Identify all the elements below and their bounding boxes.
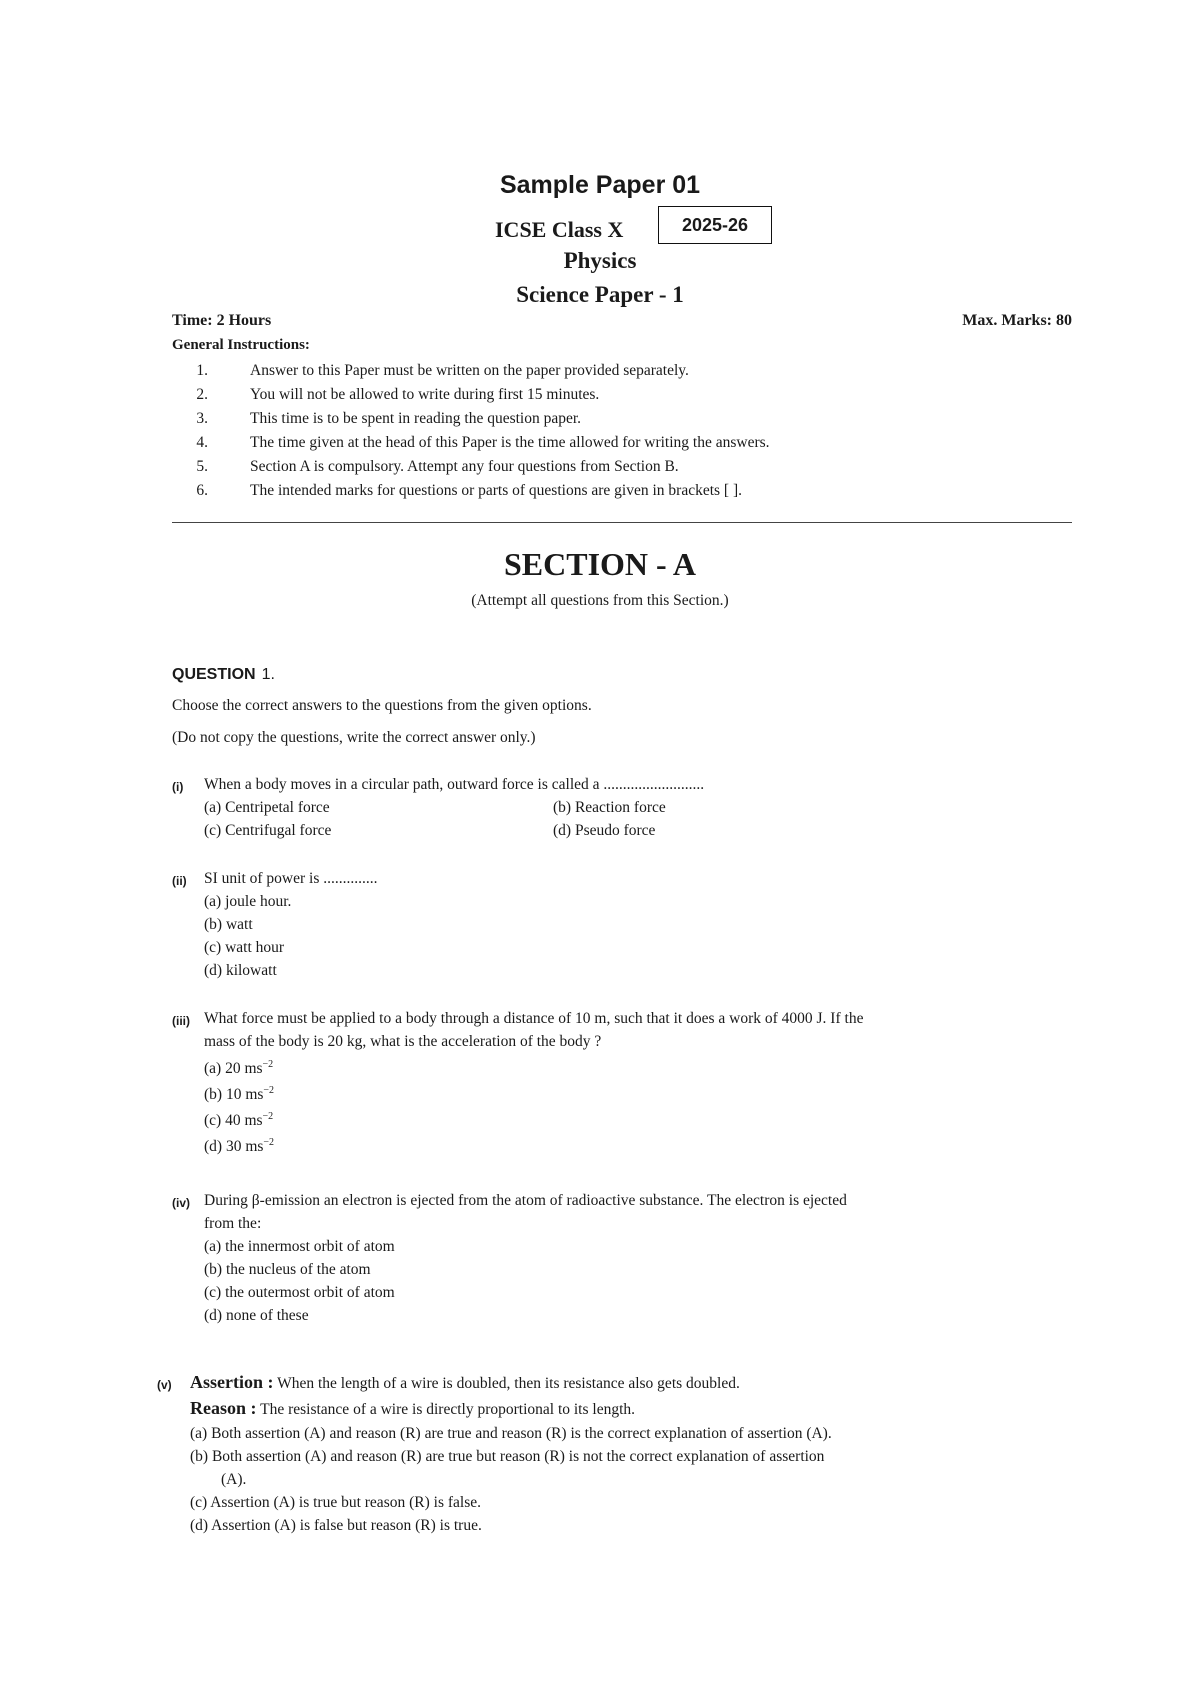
year-badge: 2025-26 <box>658 206 772 244</box>
option-exponent: −2 <box>262 1059 274 1070</box>
instruction-number: 2. <box>196 386 208 403</box>
instruction-number: 3. <box>196 410 208 427</box>
option-unit: ms <box>245 1086 264 1104</box>
part-text: What force must be applied to a body through a distance of 10 m, such that it does a work of 4000 J. If the <box>204 1010 864 1027</box>
paper-title: Sample Paper 01 <box>499 171 701 199</box>
part-number: (i) <box>172 780 184 794</box>
part-text: When a body moves in a circular path, outward force is called a .......................... <box>204 776 705 793</box>
option-unit: ms <box>244 1112 263 1130</box>
part-text: During β-emission an electron is ejected from the atom of radioactive substance. The electron is ejected <box>204 1192 847 1209</box>
class-label: ICSE Class X <box>495 217 624 242</box>
part-number: (ii) <box>172 874 187 888</box>
option-continued: (A). <box>221 1471 247 1488</box>
option <box>204 1085 274 1104</box>
assertion-line <box>190 1372 740 1393</box>
instruction-number: 5. <box>196 458 208 475</box>
instruction-text: The intended marks for questions or parts of questions are given in brackets [ ]. <box>250 482 742 499</box>
option: (d) Pseudo force <box>553 822 656 839</box>
time-label: Time: 2 Hours <box>172 312 272 329</box>
option: (b) watt <box>204 916 253 933</box>
option-exponent: −2 <box>263 1137 275 1148</box>
option: (a) Both assertion (A) and reason (R) are true and reason (R) is the correct explanation of assertion (A). <box>190 1425 832 1442</box>
divider <box>172 522 1072 523</box>
option: (c) Assertion (A) is true but reason (R) is false. <box>190 1494 481 1511</box>
option <box>204 1111 273 1130</box>
instruction-text: Section A is compulsory. Attempt any four questions from Section B. <box>250 458 679 475</box>
instruction-number: 4. <box>196 434 208 451</box>
option <box>204 1137 274 1156</box>
instruction-text: This time is to be spent in reading the question paper. <box>250 410 582 427</box>
section-note: (Attempt all questions from this Section.) <box>471 592 729 609</box>
option: (c) the outermost orbit of atom <box>204 1284 395 1301</box>
option: (a) joule hour. <box>204 893 292 910</box>
instruction-text: Answer to this Paper must be written on the paper provided separately. <box>250 362 689 379</box>
option: (b) Reaction force <box>553 799 666 816</box>
option: (d) Assertion (A) is false but reason (R) is true. <box>190 1517 482 1534</box>
option-unit: ms <box>245 1138 264 1156</box>
option-value: (c) 40 <box>204 1112 241 1130</box>
option: (a) the innermost orbit of atom <box>204 1238 395 1255</box>
option: (c) watt hour <box>204 939 285 956</box>
assertion-label: Assertion : <box>190 1372 274 1392</box>
part-number: (iii) <box>172 1014 190 1028</box>
part-text-continued: mass of the body is 20 kg, what is the acceleration of the body ? <box>204 1033 602 1050</box>
section-title: SECTION - A <box>503 546 697 582</box>
question-label: QUESTION <box>172 666 256 683</box>
instruction-text: You will not be allowed to write during first 15 minutes. <box>250 386 600 403</box>
subject-title: Physics <box>563 248 637 273</box>
reason-line <box>190 1398 635 1419</box>
instruction-number: 1. <box>196 362 208 379</box>
paper-name: Science Paper - 1 <box>516 282 684 307</box>
option: (d) kilowatt <box>204 962 277 979</box>
instructions-title: General Instructions: <box>172 337 310 353</box>
option: (d) none of these <box>204 1307 309 1324</box>
instruction-text: The time given at the head of this Paper is the time allowed for writing the answers. <box>250 434 770 451</box>
part-text-continued: from the: <box>204 1215 262 1232</box>
option-value: (b) 10 <box>204 1086 242 1104</box>
option-exponent: −2 <box>263 1085 275 1096</box>
part-number: (v) <box>157 1378 172 1392</box>
question-note: (Do not copy the questions, write the correct answer only.) <box>172 729 536 746</box>
part-text: SI unit of power is .............. <box>204 870 378 887</box>
option-unit: ms <box>244 1060 263 1078</box>
part-number: (iv) <box>172 1196 190 1210</box>
option: (a) Centripetal force <box>204 799 330 816</box>
option: (c) Centrifugal force <box>204 822 332 839</box>
max-marks-label: Max. Marks: 80 <box>962 312 1072 329</box>
option: (b) Both assertion (A) and reason (R) are true but reason (R) is not the correct explanation of assertion <box>190 1448 825 1465</box>
reason-text: The resistance of a wire is directly proportional to its length. <box>260 1401 636 1418</box>
reason-label: Reason : <box>190 1398 257 1418</box>
option-value: (d) 30 <box>204 1138 242 1156</box>
question-intro: Choose the correct answers to the questions from the given options. <box>172 697 592 714</box>
option: (b) the nucleus of the atom <box>204 1261 371 1278</box>
question-heading <box>172 666 275 684</box>
instruction-number: 6. <box>196 482 208 499</box>
option <box>204 1059 273 1078</box>
option-exponent: −2 <box>262 1111 274 1122</box>
question-number: 1. <box>261 666 275 683</box>
assertion-text: When the length of a wire is doubled, then its resistance also gets doubled. <box>277 1375 740 1392</box>
option-value: (a) 20 <box>204 1060 241 1078</box>
